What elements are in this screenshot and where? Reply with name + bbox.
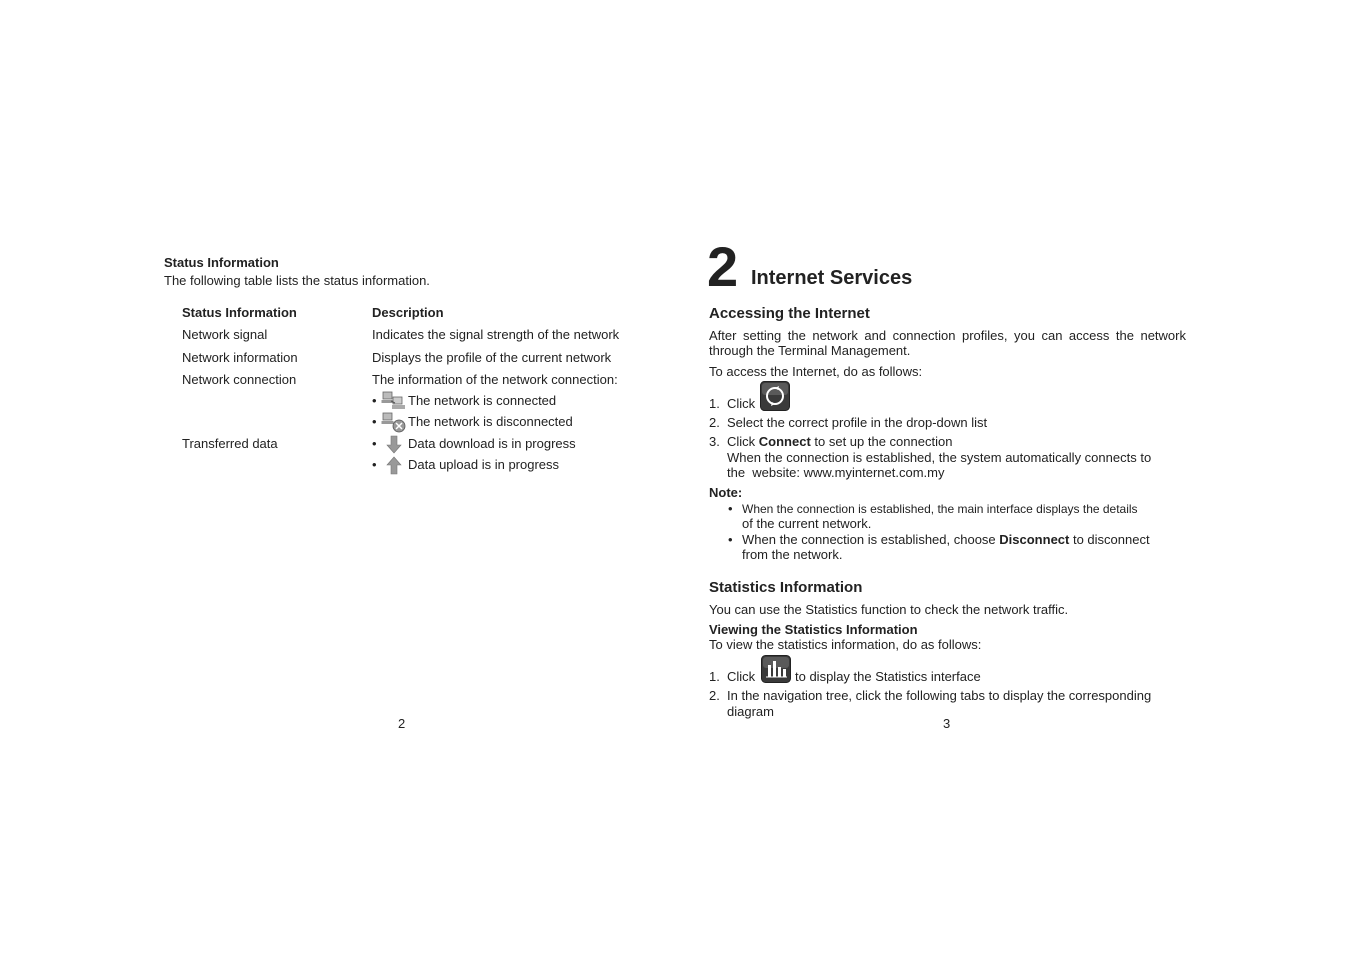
table-row-label: Network connection bbox=[182, 372, 297, 387]
step-text: In the navigation tree, click the following tabs to display the corresponding bbox=[727, 688, 1152, 703]
step-text-post: to set up the connection bbox=[810, 434, 953, 449]
paragraph-line: After setting the network and connection profiles, you can access the network bbox=[709, 328, 1186, 343]
connect-refresh-icon[interactable] bbox=[760, 381, 790, 411]
statistics-chart-icon[interactable] bbox=[761, 655, 791, 683]
step-number: 3. bbox=[709, 434, 720, 449]
note-line: from the network. bbox=[742, 547, 843, 562]
step-text: diagram bbox=[727, 704, 774, 719]
upload-text: Data upload is in progress bbox=[408, 457, 560, 472]
disconnect-label: Disconnect bbox=[999, 532, 1070, 547]
step-number: 2. bbox=[709, 688, 720, 703]
table-row-label: Network information bbox=[182, 350, 298, 365]
chapter-number: 2 bbox=[707, 235, 739, 298]
note-line bbox=[742, 532, 1150, 548]
step-number: 2. bbox=[709, 415, 720, 430]
network-connected-icon bbox=[381, 391, 406, 410]
bullet: • bbox=[372, 436, 377, 451]
chapter-title: Internet Services bbox=[751, 267, 913, 289]
paragraph-line: through the Terminal Management. bbox=[709, 343, 911, 358]
step-text-pre: Click bbox=[727, 434, 759, 449]
disconnected-text: The network is disconnected bbox=[408, 414, 573, 429]
download-arrow-icon bbox=[386, 435, 402, 454]
step-text: to display the Statistics interface bbox=[795, 669, 981, 684]
bullet: • bbox=[728, 532, 733, 547]
table-row-desc: Displays the profile of the current network bbox=[372, 350, 612, 365]
subheading: Viewing the Statistics Information bbox=[709, 622, 918, 637]
status-info-intro: The following table lists the status information. bbox=[164, 273, 430, 288]
table-row-desc: The information of the network connection: bbox=[372, 372, 618, 387]
bullet: • bbox=[372, 457, 377, 472]
section-title-accessing: Accessing the Internet bbox=[709, 305, 870, 322]
step-detail-line: When the connection is established, the system automatically connects to bbox=[727, 450, 1152, 465]
step-text: Click bbox=[727, 396, 756, 411]
table-header-description: Description bbox=[372, 305, 444, 320]
note-line: of the current network. bbox=[742, 516, 872, 531]
paragraph: To access the Internet, do as follows: bbox=[709, 364, 923, 379]
step-text: Select the correct profile in the drop-down list bbox=[727, 415, 988, 430]
paragraph: You can use the Statistics function to check the network traffic. bbox=[709, 602, 1069, 617]
table-row-label: Transferred data bbox=[182, 436, 278, 451]
table-header-status: Status Information bbox=[182, 305, 297, 320]
upload-arrow-icon bbox=[386, 456, 402, 475]
network-disconnected-icon bbox=[381, 412, 407, 433]
connected-text: The network is connected bbox=[408, 393, 557, 408]
step-number: 1. bbox=[709, 396, 720, 411]
page-number: 2 bbox=[398, 716, 406, 731]
status-info-heading: Status Information bbox=[164, 255, 279, 270]
note-line: When the connection is established, the main interface displays the details bbox=[742, 502, 1138, 516]
section-title-statistics: Statistics Information bbox=[709, 579, 863, 596]
bullet: • bbox=[728, 501, 733, 516]
table-row-label: Network signal bbox=[182, 327, 268, 342]
note-text-pre: When the connection is established, choose bbox=[742, 532, 1000, 547]
note-label: Note: bbox=[709, 485, 743, 500]
step-text bbox=[727, 434, 952, 450]
paragraph: To view the statistics information, do as follows: bbox=[709, 637, 982, 652]
connect-label: Connect bbox=[758, 434, 811, 449]
note-text-post: to disconnect bbox=[1069, 532, 1150, 547]
bullet: • bbox=[372, 393, 377, 408]
page-number: 3 bbox=[943, 716, 951, 731]
step-number: 1. bbox=[709, 669, 720, 684]
table-row-desc: Indicates the signal strength of the network bbox=[372, 327, 620, 342]
bullet: • bbox=[372, 414, 377, 429]
step-detail-line: the website: www.myinternet.com.my bbox=[727, 465, 945, 480]
step-text: Click bbox=[727, 669, 756, 684]
download-text: Data download is in progress bbox=[408, 436, 576, 451]
